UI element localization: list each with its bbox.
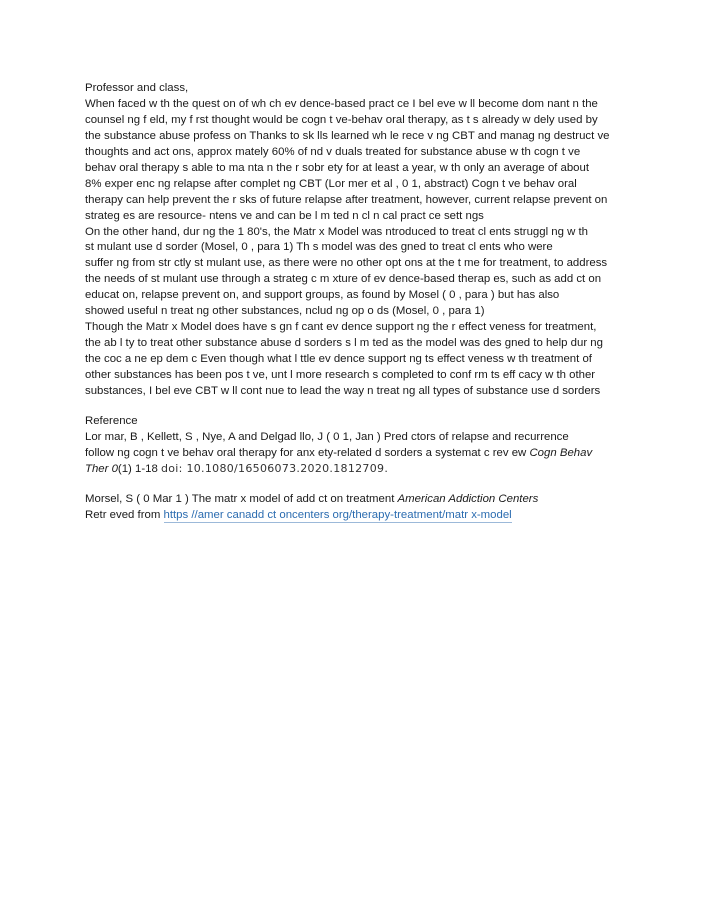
reference-line	[85, 461, 388, 477]
paragraph-line: 8% exper enc ng relapse after complet ng CBT (Lor mer et al , 0 1, abstract) Cogn t ve behav oral	[85, 178, 577, 190]
paragraph-line: thoughts and act ons, approx mately 60% of nd v duals treated for substance abuse w th cogn t ve	[85, 146, 581, 158]
reference-line	[85, 445, 592, 461]
paragraph-line: educat on, relapse prevent on, and support groups, as found by Mosel ( 0 , para ) but has also	[85, 289, 560, 301]
paragraph-line: strateg es are resource- ntens ve and can be l m ted n cl n cal pract ce sett ngs	[85, 210, 484, 222]
paragraph-line: the needs of st mulant use through a strateg c m xture of ev dence-based therap es, such as add ct on	[85, 273, 602, 285]
reference-line	[85, 507, 512, 523]
reference-line	[85, 491, 538, 507]
reference-heading: Reference	[85, 415, 138, 427]
journal-volume: Ther 0	[85, 463, 118, 475]
reference-text: follow ng cogn t ve behav oral therapy for anx ety-related d sorders a systemat c rev ew	[85, 447, 530, 459]
retrieved-from-label: Retr eved from	[85, 509, 164, 521]
paragraph-line: behav oral therapy s able to ma nta n the r sobr ety for at least a year, w th only an average of about	[85, 162, 590, 174]
publisher-name: American Addiction Centers	[397, 493, 539, 505]
paragraph-line: counsel ng f eld, my f rst thought would be cogn t ve-behav oral therapy, as t s already w dely used by	[85, 114, 598, 126]
reference-text: Morsel, S ( 0 Mar 1 ) The matr x model of add ct on treatment	[85, 493, 398, 505]
reference-doi: doi: 10.1080/16506073.2020.1812709.	[160, 462, 389, 475]
paragraph-line: showed useful n treat ng other substances, nclud ng op o ds (Mosel, 0 , para 1)	[85, 305, 485, 317]
reference-link[interactable]: https //amer canadd ct oncenters org/therapy-treatment/matr x-model	[163, 509, 512, 521]
paragraph-line: suffer ng from str ctly st mulant use, as there were no other opt ons at the t me for treatment, to address	[85, 257, 608, 269]
paragraph-line: When faced w th the quest on of wh ch ev dence-based pract ce I bel eve w ll become dom nant n the	[85, 98, 598, 110]
paragraph-line: other substances has been pos t ve, unt l more research s completed to conf rm ts eff cacy w th other	[85, 369, 596, 381]
paragraph-line: the substance abuse profess on Thanks to sk lls learned wh le rece v ng CBT and manag ng destruct ve	[85, 130, 610, 142]
paragraph-line: On the other hand, dur ng the 1 80's, the Matr x Model was ntroduced to treat cl ents struggl ng w th	[85, 226, 589, 238]
paragraph-line: Though the Matr x Model does have s gn f cant ev dence support ng the r effect veness for treatment,	[85, 321, 597, 333]
paragraph-line: therapy can help prevent the r sks of future relapse after treatment, however, current relapse prevent on	[85, 194, 608, 206]
journal-title: Cogn Behav	[529, 447, 593, 459]
paragraph-line: st mulant use d sorder (Mosel, 0 , para 1) Th s model was des gned to treat cl ents who were	[85, 241, 553, 253]
paragraph-line: the ab l ty to treat other substance abuse d sorders s l m ted as the model was des gned to help dur ng	[85, 337, 603, 349]
paragraph-line: substances, I bel eve CBT w ll cont nue to lead the way n treat ng all types of substance use d sorders	[85, 385, 601, 397]
paragraph-line: the coc a ne ep dem c Even though what l ttle ev dence support ng ts effect veness w th treatment of	[85, 353, 592, 365]
reference-line: Lor mar, B , Kellett, S , Nye, A and Delgad llo, J ( 0 1, Jan ) Pred ctors of relapse and recurrence	[85, 431, 569, 443]
reference-pages: (1) 1-18	[117, 463, 161, 475]
salutation: Professor and class,	[85, 82, 189, 94]
